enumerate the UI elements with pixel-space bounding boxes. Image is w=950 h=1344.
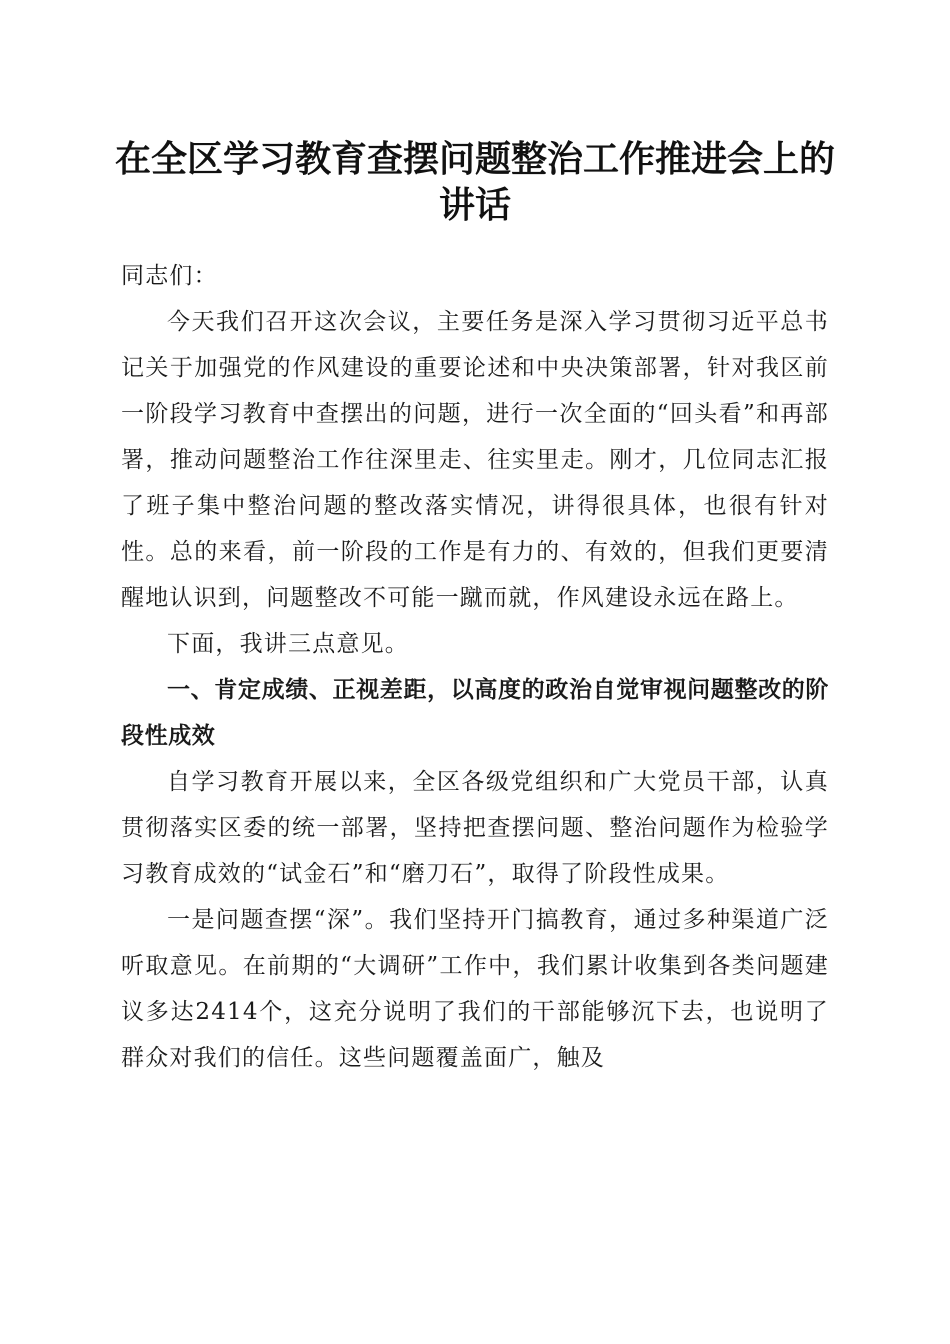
body-paragraph: 下面，我讲三点意见。	[167, 631, 409, 657]
document-body	[121, 253, 829, 1081]
salutation: 同志们：	[121, 263, 218, 289]
body-paragraph: 今天我们召开这次会议，主要任务是深入学习贯彻习近平总书记关于加强党的作风建设的重要论述和中央决策部署，针对我区前一阶段学习教育中查摆出的问题，进行一次全面的“回头看”和再部署，推动问题整治工作往深里走、往实里走。刚才，几位同志汇报了班子集中整治问题的整改落实情况，讲得很具体，也很有针对性。总的来看，前一阶段的工作是有力的、有效的，但我们更要清醒地认识到，问题整改不可能一蹴而就，作风建设永远在路上。	[121, 309, 829, 611]
document-title-line-2: 讲话	[438, 184, 511, 226]
document-title-line-1: 在全区学习教育查摆问题整治工作推进会上的	[114, 138, 835, 180]
body-paragraph: 一是问题查摆“深”。我们坚持开门搞教育，通过多种渠道广泛听取意见。在前期的“大调研”工作中，我们累计收集到各类问题建议多达2414个，这充分说明了我们的干部能够沉下去，也说明了群众对我们的信任。这些问题覆盖面广，触及	[121, 907, 829, 1071]
section-heading: 一、肯定成绩、正视差距，以高度的政治自觉审视问题整改的阶段性成效	[121, 677, 829, 749]
body-paragraph: 自学习教育开展以来，全区各级党组织和广大党员干部，认真贯彻落实区委的统一部署，坚持把查摆问题、整治问题作为检验学习教育成效的“试金石”和“磨刀石”，取得了阶段性成果。	[121, 769, 829, 887]
